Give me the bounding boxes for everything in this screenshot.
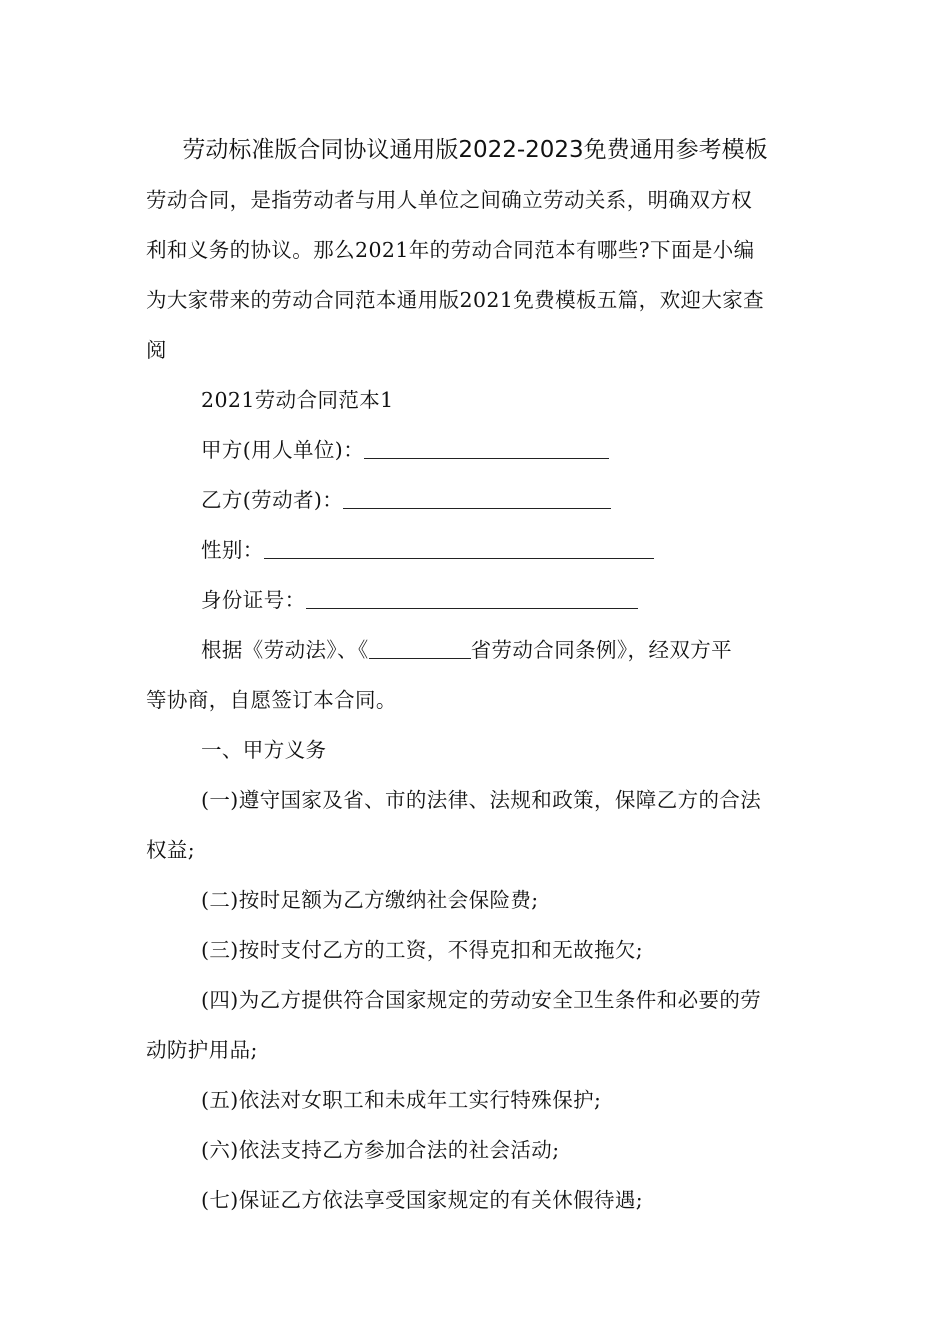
obligation-item-2: (二)按时足额为乙方缴纳社会保险费; [201,888,539,912]
party-a-blank [364,436,609,459]
id-number-label: 身份证号： [201,588,306,612]
party-a-label: 甲方(用人单位)： [201,438,365,462]
obligation-item-7: (七)保证乙方依法享受国家规定的有关休假待遇; [201,1188,644,1212]
intro-line-4: 阅 [146,338,167,362]
obligation-item-1-cont: 权益; [146,838,196,862]
province-blank [369,636,471,659]
document-title: 劳动标准版合同协议通用版2022-2023免费通用参考模板 [182,137,768,163]
obligation-item-1: (一)遵守国家及省、市的法律、法规和政策，保障乙方的合法 [201,788,762,812]
id-number-blank [306,586,638,609]
party-b-field [201,475,806,525]
obligation-item-4: (四)为乙方提供符合国家规定的劳动安全卫生条件和必要的劳 [201,988,762,1012]
party-b-blank [343,486,611,509]
basis-line-2: 等协商，自愿签订本合同。 [146,688,397,712]
basis-line-1 [201,625,806,675]
obligation-item-4-cont: 动防护用品; [146,1038,258,1062]
party-a-field [201,425,806,475]
intro-line-1: 劳动合同，是指劳动者与用人单位之间确立劳动关系，明确双方权 [146,188,753,212]
gender-field [201,525,806,575]
id-number-field [201,575,806,625]
section-heading: 2021劳动合同范本1 [201,388,394,412]
intro-line-2: 利和义务的协议。那么2021年的劳动合同范本有哪些?下面是小编 [146,238,755,262]
intro-line-3: 为大家带来的劳动合同范本通用版2021免费模板五篇，欢迎大家查 [146,288,765,312]
part-one-heading: 一、甲方义务 [201,738,327,762]
gender-blank [264,536,654,559]
obligation-item-3: (三)按时支付乙方的工资，不得克扣和无故拖欠; [201,938,644,962]
gender-label: 性别： [201,538,264,562]
basis-suffix: 省劳动合同条例》，经双方平 [470,638,733,662]
obligation-item-6: (六)依法支持乙方参加合法的社会活动; [201,1138,560,1162]
party-b-label: 乙方(劳动者)： [201,488,344,512]
basis-prefix: 根据《劳动法》、《 [201,638,369,662]
obligation-item-5: (五)依法对女职工和未成年工实行特殊保护; [201,1088,602,1112]
